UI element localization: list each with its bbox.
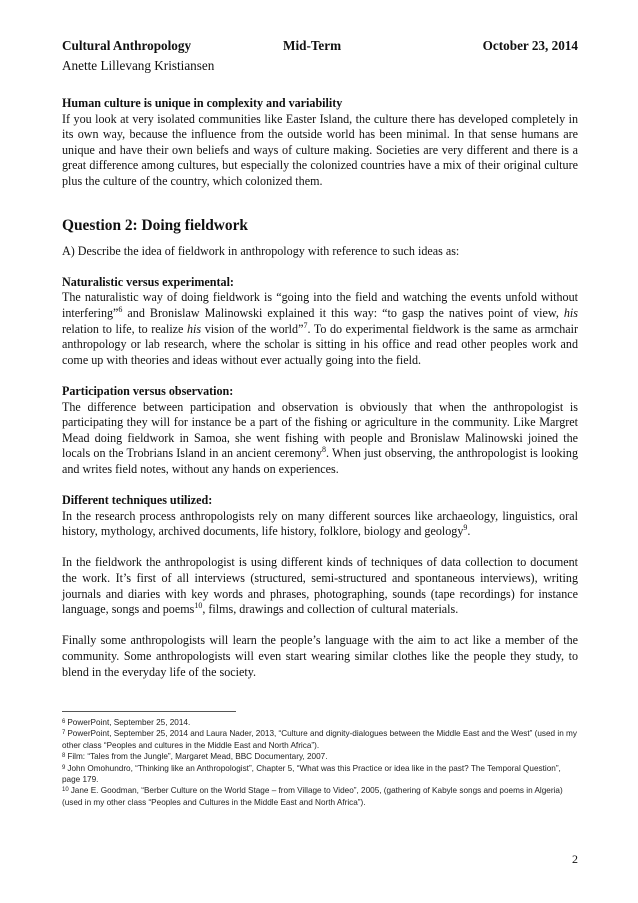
author-name: Anette Lillevang Kristiansen [62,58,215,73]
subheading-techniques: Different techniques utilized: [62,493,213,508]
question-title: Question 2: Doing fieldwork [62,216,248,234]
footnote-ref-7: 7 [303,320,308,330]
footnote-7: $^7$ PowerPoint, September 25, 2014 and Laura Nader, 2013, “Culture and dignity-dialogues between the Middle East and the West” (used in my other class “Peoples and cultures in the Middle East and North Africa”). [62,729,577,750]
paragraph-naturalistic: The naturalistic way of doing fieldwork is “going into the field and watching the events unfold without interfering”$^6$ and Bronislaw Malinowski explained it this way: “to gasp the natives point of view, his relation to life, to realize his vision of the world”$^7$. To do experimental fieldwork is the same as armchair anthropology or lab research, where the scholar is sitting in his office and read other peoples work and come up with theories and ideas without ever actually going into the field. [62,290,578,367]
subheading-naturalistic: Naturalistic versus experimental: [62,274,234,289]
footnote-divider [62,711,236,712]
question-prompt: A) Describe the idea of fieldwork in anthropology with reference to such ideas as: [62,243,460,258]
paragraph-techniques-collection: In the fieldwork the anthropologist is using different kinds of techniques of data collection to document the work. It’s first of all interviews (structured, semi-structured and spontaneous interviews), writing journals and diaries with key words and phrases, photographing, sounds (tape recordings) for instance language, songs and poems$^{10}$, films, drawings and collection of cultural materials. [62,555,578,617]
footnote-ref-8: 8 [322,445,327,455]
footnote-6: $^6$ PowerPoint, September 25, 2014. [62,718,191,727]
footnote-ref-10: 10 [194,601,203,611]
paragraph-participation: The difference between participation and observation is obviously that when the anthropologist is participating they will for instance be a part of the fishing or agriculture in the community. Like Margret Mead doing fieldwork in Samoa, she went fishing with people and Bronislaw Malinowski joined the locals on the Trobrians Island in an ancient ceremony$^8$. When just observing, the anthropologist is looking and writes field notes, without any hands on experiences. [62,399,578,476]
section-heading-culture: Human culture is unique in complexity and variability [62,96,343,110]
paragraph-culture: If you look at very isolated communities like Easter Island, the culture there has developed completely in its own way, because the influence from the outside world has been minimal. In that sense humans are unique and have their own beliefs and ways of culture making. Societies are very different and there is a great difference among cultures, but especially the colonized countries have a mix of their original culture plus the culture of the country, which colonized them. [62,111,578,188]
exam-date: October 23, 2014 [482,38,578,53]
exam-title: Mid-Term [283,38,342,53]
footnote-9: $^9$ John Omohundro, “Thinking like an Anthropologist”, Chapter 5, “What was this Practice or idea like in the past? The Temporal Question”, page 179. [62,763,561,785]
page-number: 2 [572,852,578,866]
document-body [62,96,578,680]
course-title: Cultural Anthropology [62,38,192,53]
footnote-8: $^8$ Film: “Tales from the Jungle”, Margaret Mead, BBC Documentary, 2007. [62,752,328,762]
subheading-participation: Participation versus observation: [62,383,234,398]
footnotes [62,717,578,808]
footnote-ref-9: 9 [463,523,468,533]
footnote-10: $^{10}$ Jane E. Goodman, “Berber Culture on the World Stage – from Village to Video”, 2005, (gathering of Kabyle songs and poems in Algeria) (used in my other class “Peoples and Cultures in the Middle East and North Africa”). [62,786,563,807]
paragraph-techniques-language: Finally some anthropologists will learn the people’s language with the aim to act like a member of the community. Some anthropologists will even start wearing similar clothes like the people they study, to blend in the everyday life of the society. [62,633,578,679]
paragraph-techniques-sources: In the research process anthropologists rely on many different sources like archaeology, linguistics, oral history, mythology, archived documents, life history, folklore, biology and geology$^9$. [62,508,578,539]
footnote-ref-6: 6 [118,304,123,314]
